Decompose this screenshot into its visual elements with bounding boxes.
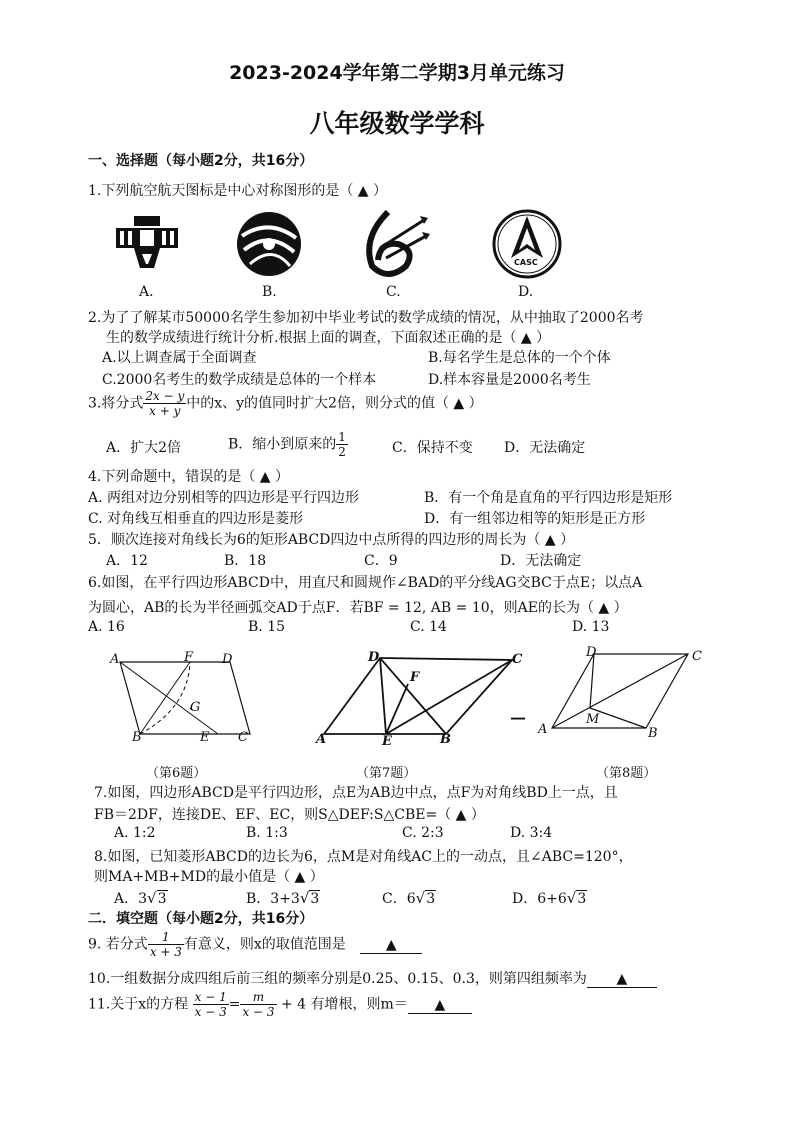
q4-option-d: D．有一组邻边相等的矩形是正方形: [424, 511, 646, 527]
fig8-label-d: D: [586, 645, 597, 660]
q8-option-d-radicand: 3: [577, 891, 587, 907]
q6-option-c: C. 14: [410, 619, 447, 635]
fig6-label-g: G: [190, 700, 201, 715]
logo-c-icon: [358, 208, 430, 280]
q1-option-c: C.: [386, 284, 401, 300]
figure-8-diagram: [546, 646, 696, 746]
question-3-stem: [88, 389, 483, 418]
question-8-stem-line2: 则MA+MB+MD的最小值是（ ▲ ）: [94, 869, 324, 885]
question-7-stem: 7.如图，四边形ABCD是平行四边形，点E为AB边中点，点F为对角线BD上一点，且: [94, 785, 618, 801]
q5-option-b: B．18: [224, 553, 267, 569]
logo-a-icon: [112, 210, 182, 282]
q7-option-b: B. 1:3: [246, 825, 288, 841]
q4-option-a: A. 两组对边分别相等的四边形是平行四边形: [88, 490, 360, 506]
dash-mark: —: [510, 708, 526, 727]
q5-option-d: D．无法确定: [500, 553, 582, 569]
figure-6-diagram: [108, 648, 258, 748]
fig6-label-f: F: [184, 650, 194, 665]
question-10: [88, 968, 657, 988]
q10-stem: 10.一组数据分成四组后前三组的频率分别是0.25、0.15、0.3，则第四组频率为: [88, 971, 587, 987]
subject-title: 八年级数学学科: [309, 109, 485, 138]
caption-figure-6: （第6题）: [146, 766, 207, 781]
question-2-stem-line2: 生的数学成绩进行统计分析.根据上面的调查，下面叙述正确的是（ ▲ ）: [106, 330, 551, 346]
q4-option-b: B．有一个角是直角的平行四边形是矩形: [424, 490, 673, 506]
fig7-label-c: C: [512, 652, 523, 667]
q3-option-c: C．保持不变: [392, 440, 473, 456]
section-heading-fill: 二．填空题（每小题2分，共16分）: [88, 911, 314, 927]
q3-option-d: D．无法确定: [504, 440, 586, 456]
q8-option-d-text: D．6+6: [512, 891, 567, 907]
q3-numerator: 2x − y: [145, 389, 185, 403]
q11-answer-blank[interactable]: ▲: [408, 997, 472, 1014]
q10-answer-blank[interactable]: ▲: [587, 971, 657, 988]
q7-option-a: A. 1:2: [114, 825, 156, 841]
q1-option-a: A.: [139, 284, 154, 300]
q11-pre: 11.关于x的方程: [88, 996, 189, 1013]
exam-title: 2023-2024学年第二学期3月单元练习: [229, 62, 565, 84]
q9-denominator: x + 3: [149, 945, 182, 959]
q6-option-b: B. 15: [248, 619, 286, 635]
fig7-label-f: F: [410, 670, 420, 685]
question-5-stem: 5．顺次连接对角线长为6的矩形ABCD四边中点所得的四边形的周长为（ ▲ ）: [88, 532, 575, 548]
q8-option-b-radicand: 3: [310, 891, 320, 907]
q2-option-d: D.样本容量是2000名考生: [428, 372, 591, 388]
q9-numerator: 1: [148, 930, 184, 945]
q3-option-a: A．扩大2倍: [106, 440, 182, 456]
question-9: [88, 930, 422, 959]
question-1-stem: 1.下列航空航天图标是中心对称图形的是（ ▲ ）: [88, 183, 388, 199]
fig7-label-b: B: [440, 732, 451, 747]
q3-option-b: [228, 430, 348, 459]
q8-option-b: B．3+3√3: [246, 889, 320, 907]
q9-fraction: [148, 930, 184, 959]
q4-option-c: C. 对角线互相垂直的四边形是菱形: [88, 511, 304, 527]
fig7-label-a: A: [316, 732, 327, 747]
q8-option-a: A．3√3: [114, 889, 167, 907]
q8-option-a-text: A．3: [114, 891, 148, 907]
q11-post: + 4 有增根，则m＝: [281, 996, 408, 1013]
q7-option-d: D. 3:4: [510, 825, 553, 841]
caption-figure-7: （第7题）: [356, 766, 417, 781]
q5-option-a: A．12: [106, 553, 148, 569]
q8-option-c-text: C．6: [382, 891, 416, 907]
q7-option-c: C. 2:3: [402, 825, 444, 841]
question-6-stem-line2: 为圆心，AB的长为半径画弧交AD于点F．若BF = 12, AB = 10，则AE的长为（ ▲ ）: [88, 600, 628, 616]
q9-post: 有意义，则x的取值范围是: [183, 936, 346, 953]
q11-den-left: x − 3: [194, 1005, 227, 1019]
q11-fraction-left: [193, 990, 229, 1019]
fig8-label-m: M: [586, 712, 600, 727]
q3-post: 中的x、y的值同时扩大2倍，则分式的值（ ▲ ）: [186, 395, 483, 412]
q3-fraction: [143, 389, 186, 418]
caption-figure-8: （第8题）: [596, 766, 657, 781]
question-7-stem-line2: FB＝2DF，连接DE、EF、EC，则S△DEF:S△CBE=（ ▲ ）: [94, 807, 485, 823]
question-2-stem: 2.为了了解某市50000名学生参加初中毕业考试的数学成绩的情况，从中抽取了2000名考: [88, 310, 644, 326]
q3-option-b-den: 2: [338, 445, 346, 459]
q11-fraction-right: [240, 990, 276, 1019]
q11-den-right: x − 3: [242, 1005, 275, 1019]
question-8-stem: 8.如图，已知菱形ABCD的边长为6，点M是对角线AC上的一动点，且∠ABC=120°，: [94, 849, 633, 865]
q6-option-a: A. 16: [88, 619, 125, 635]
question-6-stem: 6.如图，在平行四边形ABCD中，用直尺和圆规作∠BAD的平分线AG交BC于点E；以点A: [88, 575, 643, 591]
fig6-label-a: A: [110, 652, 120, 667]
logo-b-icon: [234, 208, 304, 280]
q6-option-d: D. 13: [572, 619, 610, 635]
q2-option-a: A.以上调查属于全面调查: [102, 350, 257, 366]
q8-option-c: C．6√3: [382, 889, 436, 907]
q11-num-left: x − 1: [194, 990, 227, 1004]
fig6-label-c: C: [238, 730, 248, 745]
q3-option-b-text: B．缩小到原来的: [228, 436, 337, 453]
q11-num-right: m: [240, 990, 276, 1005]
fig8-label-c: C: [692, 649, 702, 664]
logo-d-text: CASC: [514, 258, 538, 267]
fig8-label-b: B: [648, 726, 658, 741]
q1-option-b: B.: [262, 284, 277, 300]
question-4-stem: 4.下列命题中，错误的是（ ▲ ）: [88, 469, 290, 485]
q2-option-b: B.每名学生是总体的一个个体: [428, 350, 611, 366]
question-11: [88, 990, 472, 1019]
q9-answer-blank[interactable]: ▲: [360, 937, 422, 954]
fig6-label-e: E: [200, 730, 210, 745]
q3-option-b-fraction: [336, 430, 348, 459]
q8-option-c-radicand: 3: [426, 891, 436, 907]
logo-d-icon: [491, 208, 563, 280]
figure-7-diagram: [316, 648, 536, 748]
q3-denominator: x + y: [149, 404, 181, 418]
fig7-label-d: D: [368, 650, 380, 665]
section-heading-choice: 一、选择题（每小题2分，共16分）: [88, 153, 314, 169]
q3-option-b-num: 1: [338, 430, 346, 444]
fig8-label-a: A: [538, 722, 548, 737]
fig7-label-e: E: [382, 734, 392, 749]
q2-option-c: C.2000名考生的数学成绩是总体的一个样本: [102, 372, 377, 388]
q5-option-c: C．9: [364, 553, 398, 569]
fig6-label-d: D: [222, 652, 233, 667]
q1-option-d: D.: [518, 284, 534, 300]
q8-option-a-radicand: 3: [157, 891, 167, 907]
q11-equals: =: [228, 996, 241, 1013]
fig6-label-b: B: [132, 730, 142, 745]
q3-pre: 3.将分式: [88, 395, 144, 412]
q8-option-d: D．6+6√3: [512, 889, 587, 907]
q9-pre: 9. 若分式: [88, 936, 148, 953]
q8-option-b-text: B．3+3: [246, 891, 300, 907]
